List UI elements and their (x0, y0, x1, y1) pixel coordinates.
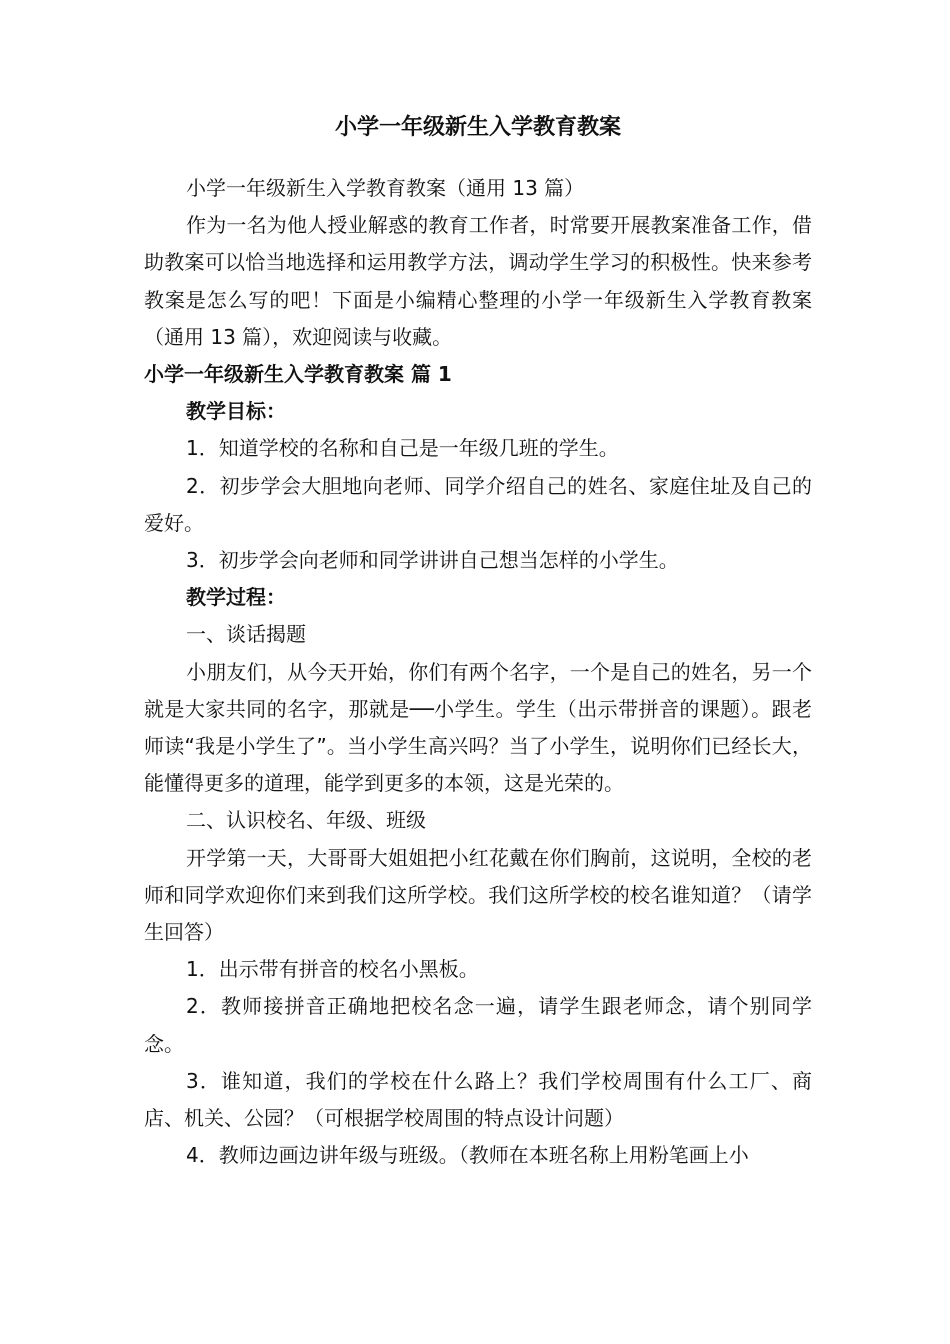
goal-item-1: 1．知道学校的名称和自己是一年级几班的学生。 (186, 436, 619, 461)
step-item-2: 2．教师接拼音正确地把校名念一遍，请学生跟老师念，请个别同学念。 (144, 994, 812, 1056)
goal-item-3: 3．初步学会向老师和同学讲讲自己想当怎样的小学生。 (186, 548, 679, 573)
part-2-heading: 二、认识校名、年级、班级 (186, 808, 426, 833)
goals-heading: 教学目标： (186, 399, 286, 424)
intro-paragraph: 作为一名为他人授业解惑的教育工作者，时常要开展教案准备工作，借助教案可以恰当地选择和运用教学方法，调动学生学习的积极性。快来参考教案是怎么写的吧！下面是小编精心整理的小学一年级新生入学教育教案（通用 13 篇），欢迎阅读与收藏。 (144, 213, 812, 349)
section-heading: 小学一年级新生入学教育教案 篇 1 (144, 362, 452, 387)
document-title: 小学一年级新生入学教育教案 (334, 115, 621, 140)
document-subtitle: 小学一年级新生入学教育教案（通用 13 篇） (186, 176, 585, 200)
part-1-paragraph: 小朋友们，从今天开始，你们有两个名字，一个是自己的姓名，另一个就是大家共同的名字，那就是──小学生。学生（出示带拼音的课题）。跟老师读“我是小学生了”。当小学生高兴吗？当了小学生，说明你们已经长大，能懂得更多的道理，能学到更多的本领，这是光荣的。 (144, 659, 812, 796)
part-2-paragraph: 开学第一天，大哥哥大姐姐把小红花戴在你们胸前，这说明，全校的老师和同学欢迎你们来到我们这所学校。我们这所学校的校名谁知道？（请学生回答） (144, 845, 812, 945)
process-heading: 教学过程： (186, 585, 286, 610)
document-body (144, 170, 812, 1174)
goal-item-2: 2．初步学会大胆地向老师、同学介绍自己的姓名、家庭住址及自己的爱好。 (144, 473, 812, 535)
step-item-1: 1．出示带有拼音的校名小黑板。 (186, 957, 479, 982)
step-item-4: 4．教师边画边讲年级与班级。（教师在本班名称上用粉笔画上小 (186, 1143, 749, 1168)
part-1-heading: 一、谈话揭题 (186, 622, 306, 647)
step-item-3: 3．谁知道，我们的学校在什么路上？我们学校周围有什么工厂、商店、机关、公园？（可根据学校周围的特点设计问题） (144, 1068, 812, 1131)
